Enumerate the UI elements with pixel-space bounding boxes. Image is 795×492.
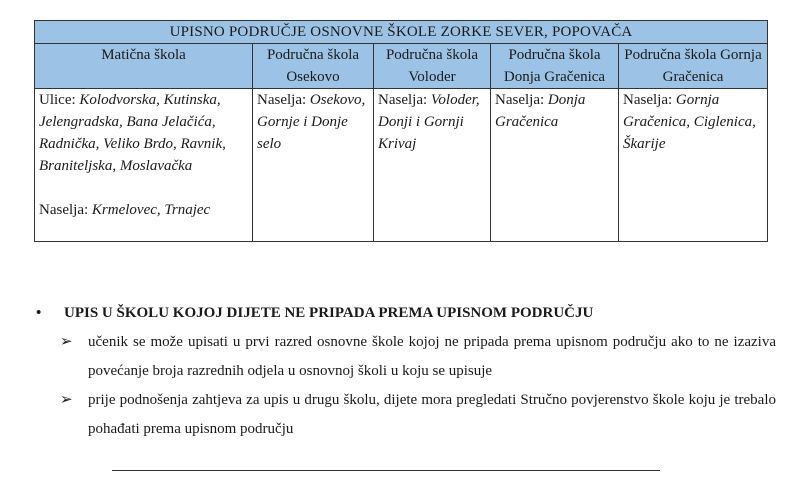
arrow-bullet-icon: ➢ xyxy=(60,392,73,408)
cell-maticna xyxy=(35,89,253,242)
enrollment-area-table xyxy=(34,20,768,242)
column-header-voloder: Područna škola Voloder xyxy=(374,44,491,89)
enrollment-section xyxy=(36,305,776,444)
table-title: UPISNO PODRUČJE OSNOVNE ŠKOLE ZORKE SEVER, POPOVAČA xyxy=(35,21,768,44)
streets-label: Ulice: xyxy=(39,92,80,108)
settlements-label: Naselja: xyxy=(495,92,548,108)
column-header-maticna: Matična škola xyxy=(35,44,253,89)
list-item-text: prije podnošenja zahtjeva za upis u drugu školu, dijete mora pregledati Stručno povjerenstvo škole koju je trebalo pohađati prema upisnom području xyxy=(88,392,776,437)
settlements-label: Naselja: xyxy=(623,92,676,108)
settlements-label: Naselja: xyxy=(378,92,431,108)
settlements-list: Voloder, Donji i Gornji Krivaj xyxy=(378,92,480,152)
settlements-list: Donja Gračenica xyxy=(495,92,586,130)
arrow-bullet-icon: ➢ xyxy=(60,334,73,350)
settlements-label: Naselja: xyxy=(257,92,310,108)
section-heading-line xyxy=(36,305,776,322)
cell-voloder xyxy=(374,89,491,242)
list-item xyxy=(60,386,776,444)
bullet-icon: • xyxy=(36,305,42,321)
cell-donja-gracenica xyxy=(491,89,619,242)
column-header-donja-gracenica: Područna škola Donja Gračenica xyxy=(491,44,619,89)
list-item xyxy=(60,328,776,386)
list-item-text: učenik se može upisati u prvi razred osnovne škole kojoj ne pripada prema upisnom području ako to ne izaziva povećanje broja razrednih odjela u osnovnoj školi u koju se upisuje xyxy=(88,334,776,379)
settlements-list: Gornja Gračenica, Ciglenica, Škarije xyxy=(623,92,756,152)
streets-list: Kolodvorska, Kutinska, Jelengradska, Bana Jelačića, Radnička, Veliko Brdo, Ravnik, Braniteljska, Moslavačka xyxy=(39,92,226,174)
settlements-list: Krmelovec, Trnajec xyxy=(91,202,211,218)
section-heading: UPIS U ŠKOLU KOJOJ DIJETE NE PRIPADA PREMA UPISNOM PODRUČJU xyxy=(64,305,594,321)
cell-gornja-gracenica xyxy=(619,89,768,242)
settlements-label: Naselja: xyxy=(39,202,92,218)
column-header-gornja-gracenica: Područna škola Gornja Gračenica xyxy=(619,44,768,89)
settlements-list: Osekovo, Gornje i Donje selo xyxy=(257,92,366,152)
column-header-osekovo: Područna škola Osekovo xyxy=(253,44,374,89)
cell-osekovo xyxy=(253,89,374,242)
footer-divider xyxy=(112,470,660,471)
